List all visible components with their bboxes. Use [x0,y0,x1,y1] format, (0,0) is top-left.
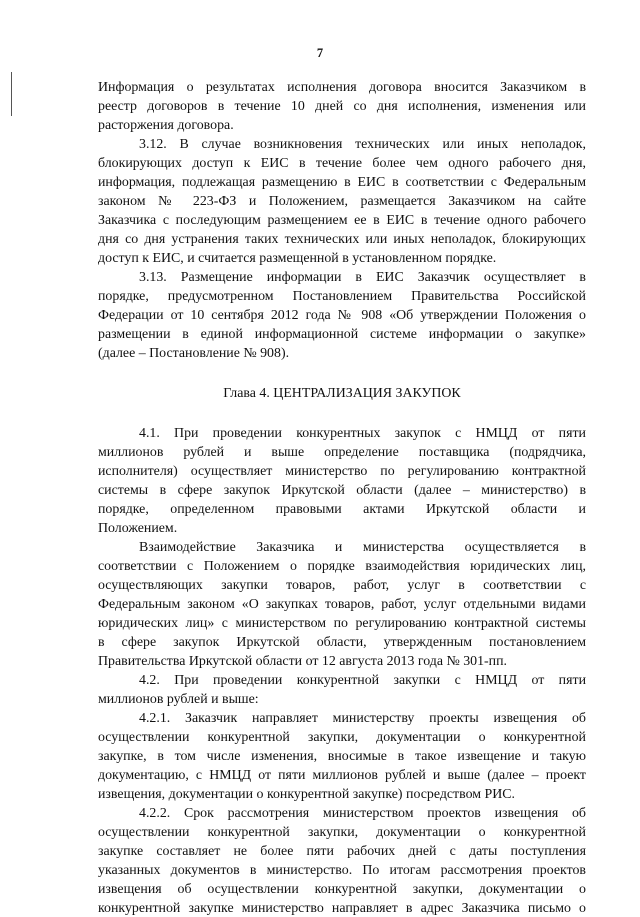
text-line: информация, подлежащая размещению в ЕИС в соответствии с Федеральным [98,175,586,190]
scan-margin-mark [11,72,12,116]
page-number: 7 [316,46,324,60]
text-line: расторжения договора. [98,118,234,133]
text-line: документацию, с НМЦД от пяти миллионов рублей и выше (далее – проект [98,768,586,783]
text-line: законом № 223-ФЗ и Положением, размещается Заказчиком на сайте [98,194,586,209]
text-line: осуществлении конкурентной закупки, документации о конкурентной [98,730,586,745]
paragraph-4-2-start: 4.2. При проведении конкурентной закупки с НМЦД от пяти [139,673,586,688]
paragraph-4-2-1-start: 4.2.1. Заказчик направляет министерству проекты извещения об [139,711,586,726]
text-line: миллионов рублей и выше определение поставщика (подрядчика, [98,445,586,460]
paragraph-3-13-start: 3.13. Размещение информации в ЕИС Заказчик осуществляет в [139,270,586,285]
text-line: осуществлении конкурентной закупки, документации о конкурентной [98,825,586,840]
text-line: порядке, определенном правовыми актами Иркутской области и [98,502,586,517]
text-line: извещения об осуществлении конкурентной закупки, документации о [98,882,586,897]
text-line: Информация о результатах исполнения договора вносится Заказчиком в [98,80,586,95]
text-line: закупке, в том числе изменения, вносимые в такое извещение и такую [98,749,586,764]
text-line: указанных документов в министерство. По итогам рассмотрения проектов [98,863,586,878]
text-line: исполнителя) осуществляет министерство по регулированию контрактной [98,464,586,479]
text-line: Правительства Иркутской области от 12 августа 2013 года № 301-пп. [98,654,508,669]
paragraph-4-2-2-start: 4.2.2. Срок рассмотрения министерством проектов извещения об [139,806,586,821]
text-line: порядке, предусмотренном Постановлением Правительства Российской [98,289,586,304]
text-line: закупке составляет не более пяти рабочих дней с даты поступления [98,844,586,859]
chapter-heading: Глава 4. ЦЕНТРАЛИЗАЦИЯ ЗАКУПОК [223,386,461,401]
text-line: размещении в единой информационной системе информации о закупке» [98,327,586,342]
text-line: (далее – Постановление № 908). [98,346,290,361]
text-line: блокирующих доступ к ЕИС в течение более чем одного рабочего дня, [98,156,586,171]
paragraph-3-12-start: 3.12. В случае возникновения технических или иных неполадок, [139,137,586,152]
text-line: осуществляющих закупки товаров, работ, услуг в соответствии с [98,578,586,593]
text-line: доступ к ЕИС, и считается размещенной в установленном порядке. [98,251,497,266]
text-line: извещения, документации о конкурентной закупке) посредством РИС. [98,787,516,802]
text-line: миллионов рублей и выше: [98,692,259,707]
text-line: конкурентной закупке министерство направляет в адрес Заказчика письмо о [98,901,586,916]
text-line: в сфере закупок Иркутской области, утвержденным постановлением [98,635,586,650]
paragraph-4-1-start: 4.1. При проведении конкурентных закупок с НМЦД от пяти [139,426,586,441]
text-line: Положением. [98,521,178,536]
text-line: реестр договоров в течение 10 дней со дня исполнения, изменения или [98,99,586,114]
text-line: Федеральным законом «О закупках товаров, работ, услуг отдельными видами [98,597,586,612]
text-line: Федерации от 10 сентября 2012 года № 908 «Об утверждении Положения о [98,308,586,323]
text-line: Заказчика с последующим размещением ее в ЕИС в течение одного рабочего [98,213,586,228]
text-line: юридических лиц» с министерством по регулированию контрактной системы [98,616,586,631]
text-line: соответствии с Положением о порядке взаимодействия юридических лиц, [98,559,586,574]
paragraph-interaction-start: Взаимодействие Заказчика и министерства осуществляется в [139,540,586,555]
text-line: дня со дня устранения таких технических или иных неполадок, блокирующих [98,232,586,247]
text-line: системы в сфере закупок Иркутской области (далее – министерство) в [98,483,586,498]
